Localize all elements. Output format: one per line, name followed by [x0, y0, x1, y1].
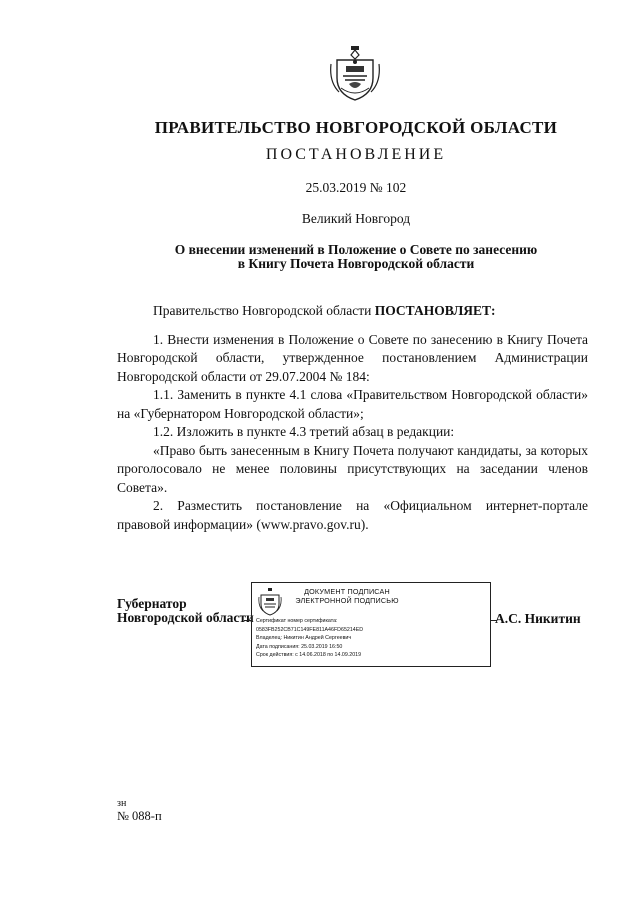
paragraph-1-2: 1.2. Изложить в пункте 4.3 третий абзац в редакции: — [153, 424, 455, 439]
paragraph-2: 2. Разместить постановление на «Официальном интернет-портале правовой информации» (www.pravo.gov.ru). — [117, 498, 588, 532]
signatory-name: А.С. Никитин — [495, 611, 581, 626]
coat-of-arms-icon — [258, 588, 282, 616]
paragraph-1-2-quote: «Право быть занесенным в Книгу Почета получают кандидаты, за которых проголосовало не менее половины присутствующих на заседании членов Совета». — [117, 442, 588, 495]
certificate-owner: Владелец: Никитин Андрей Сергеевич — [256, 635, 352, 642]
document-type: ПОСТАНОВЛЕНИЕ — [265, 146, 447, 163]
certificate-label: Сертификат номер сертификата: — [256, 618, 338, 624]
government-title: ПРАВИТЕЛЬСТВО НОВГОРОДСКОЙ ОБЛАСТИ — [154, 118, 558, 137]
footer-number: № 088-п — [117, 809, 162, 823]
intro-decree-word: ПОСТАНОВЛЯЕТ: — [374, 303, 496, 318]
signing-date: Дата подписания: 25.03.2019 16:50 — [256, 643, 343, 650]
stamp-heading — [290, 587, 404, 605]
paragraph-1: 1. Внести изменения в Положение о Совете по занесению в Книгу Почета Новгородской области, утвержденное постановлением Администрации Новгородской области от 29.07.2004 № 184: — [117, 331, 588, 384]
intro-paragraph — [117, 302, 588, 321]
paragraph-1-1: 1.1. Заменить в пункте 4.1 слова «Правительством Новгородской области» на «Губернатором Новгородской области»; — [117, 387, 588, 421]
footer-code: зн — [117, 798, 127, 809]
certificate-number: 0583FB252CB71C149FE811A46FD65214ED — [256, 626, 364, 633]
intro-text: Правительство Новгородской области — [153, 303, 375, 318]
position-line-2: Новгородской области — [117, 610, 254, 625]
position-line-1: Губернатор — [117, 596, 187, 611]
document-body — [117, 302, 588, 534]
signatory-position — [117, 597, 254, 625]
certificate-validity: Срок действия: с 14.06.2018 по 14.09.2019 — [256, 652, 362, 659]
coat-of-arms-icon — [329, 44, 381, 102]
document-subject — [160, 243, 552, 271]
date-and-number: 25.03.2019 № 102 — [305, 180, 407, 195]
stamp-details — [256, 617, 363, 660]
city: Великий Новгород — [301, 211, 411, 226]
subject-line-1: О внесении изменений в Положение о Совете по занесению — [174, 242, 538, 257]
document-footer — [117, 797, 162, 823]
electronic-signature-stamp — [251, 582, 491, 667]
subject-line-2: в Книгу Почета Новгородской области — [237, 256, 475, 271]
stamp-heading-line-2: ЭЛЕКТРОННОЙ ПОДПИСЬЮ — [295, 596, 399, 605]
stamp-heading-line-1: ДОКУМЕНТ ПОДПИСАН — [304, 587, 390, 596]
